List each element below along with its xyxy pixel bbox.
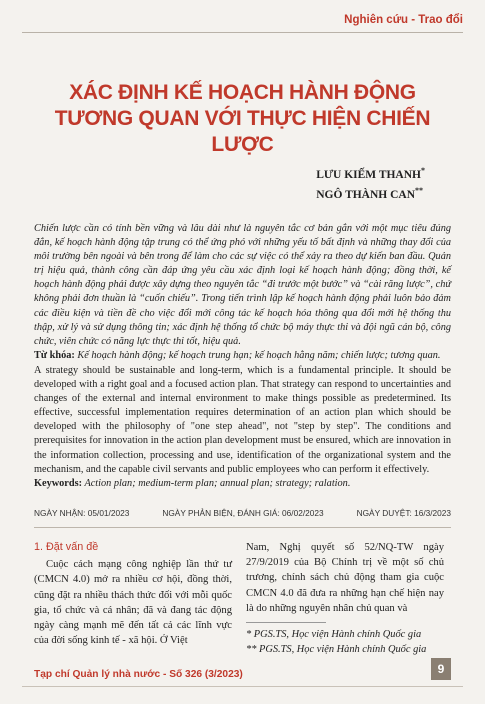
footnote-2: ** PGS.TS, Học viện Hành chính Quốc gia bbox=[246, 644, 427, 656]
section-tag: Nghiên cứu - Trao đổi bbox=[344, 14, 463, 26]
footnote-1: * PGS.TS, Học viện Hành chính Quốc gia bbox=[246, 629, 422, 641]
body-paragraph-left: Cuộc cách mạng công nghiệp lần thứ tư (CMCN 4.0) mở ra nhiều cơ hội, đồng thời, cũng đặt ra nhiều thách thức đối với mỗi quốc gia, tổ chức và cá nhân; đã và đang tác động ngày càng mạnh mẽ đến tất cả các lĩnh vực của đời sống kinh tế - xã hội. Ở Việt bbox=[34, 559, 232, 647]
author-2: NGÔ THÀNH CAN** bbox=[316, 185, 424, 201]
date-approved: NGÀY DUYỆT: 16/3/2023 bbox=[356, 508, 451, 518]
keywords-en-label: Keywords: bbox=[34, 477, 83, 489]
keywords-vi-label: Từ khóa: bbox=[34, 349, 75, 361]
body-column-left bbox=[34, 540, 232, 648]
dates-divider bbox=[34, 527, 451, 528]
page-number: 9 bbox=[431, 658, 451, 680]
section-heading: 1. Đặt vấn đề bbox=[34, 541, 99, 553]
article-title bbox=[30, 80, 455, 158]
date-reviewed: NGÀY PHẢN BIỆN, ĐÁNH GIÁ: 06/02/2023 bbox=[162, 508, 324, 518]
body-paragraph-right: Nam, Nghị quyết số 52/NQ-TW ngày 27/9/2019 của Bộ Chính trị về một số chủ trương, chính sách chủ động tham gia cuộc CMCN 4.0 đã đưa ra những hạn chế hiện nay là do những nguyên nhân chủ quan và bbox=[246, 542, 444, 614]
authors bbox=[316, 163, 425, 203]
body-column-right bbox=[246, 540, 444, 657]
title-line-2: TƯƠNG QUAN VỚI THỰC HIỆN CHIẾN LƯỢC bbox=[54, 107, 431, 156]
footnote-rule bbox=[246, 622, 326, 623]
title-line-1: XÁC ĐỊNH KẾ HOẠCH HÀNH ĐỘNG bbox=[69, 81, 416, 104]
abstract-vietnamese: Chiến lược cần có tính bền vững và lâu dài như là nguyên tắc cơ bản gắn với một mục tiêu đúng đắn, kế hoạch hành động tập trung có thể ứng phó với những yếu tố bất định và những thay đổi của môi trường bên ngoài và bên trong để làm cho các sự việc có thể xảy ra theo dự kiến ban đầu. Quản trị hiệu quả, thành công cần đáp ứng yêu cầu xác định loại kế hoạch hành động; đồng thời, kế hoạch hành động phải được xây dựng theo nguyên tắc “đi trước một bước” và “cài răng lược”, chứ không phải đơn thuần là “cuốn chiếu”. Trong tiến trình lập kế hoạch hành động phải luôn bảo đảm các điều kiện và tiền đề cho việc đổi mới công tác kế hoạch hóa thông qua đổi mới hệ thống thu thập, xử lý và sử dụng thông tin; xác định hệ thống tổ chức bộ máy thực thi và đội ngũ cán bộ, công chức, viên chức có năng lực thực thi tốt, hiệu quả. bbox=[34, 223, 451, 347]
abstract-english: A strategy should be sustainable and long-term, which is a fundamental principle. It should be developed with a right goal and a focused action plan. That strategy can respond to uncertainties and changes of the external and internal environment to make things possible as predetermined. Its effective, successful implementation requires determination of an action plan which should be developed with the philosophy of "one step ahead", not "step by step". The conditions and prerequisites for innovation in the action plan development must be ensured, which are innovation in the information collection, processing and use, identification of the organizational system and the mechanism, and the capable civil servants and public employees who can perform it effectively. bbox=[34, 364, 451, 475]
journal-footer: Tạp chí Quản lý nhà nước - Số 326 (3/2023) bbox=[34, 669, 243, 680]
article-dates bbox=[34, 508, 451, 518]
author-1: LƯU KIẾM THANH* bbox=[316, 166, 425, 181]
keywords-english: Keywords: Action plan; medium-term plan; annual plan; strategy; ralation. bbox=[34, 477, 351, 489]
abstract bbox=[34, 222, 451, 491]
date-received: NGÀY NHẬN: 05/01/2023 bbox=[34, 508, 130, 518]
footer-rule bbox=[22, 686, 463, 687]
keywords-vietnamese: Từ khóa: Kế hoạch hành động; kế hoạch trung hạn; kế hoạch hằng năm; chiến lược; tương quan. bbox=[34, 349, 441, 361]
header-rule bbox=[22, 32, 463, 33]
